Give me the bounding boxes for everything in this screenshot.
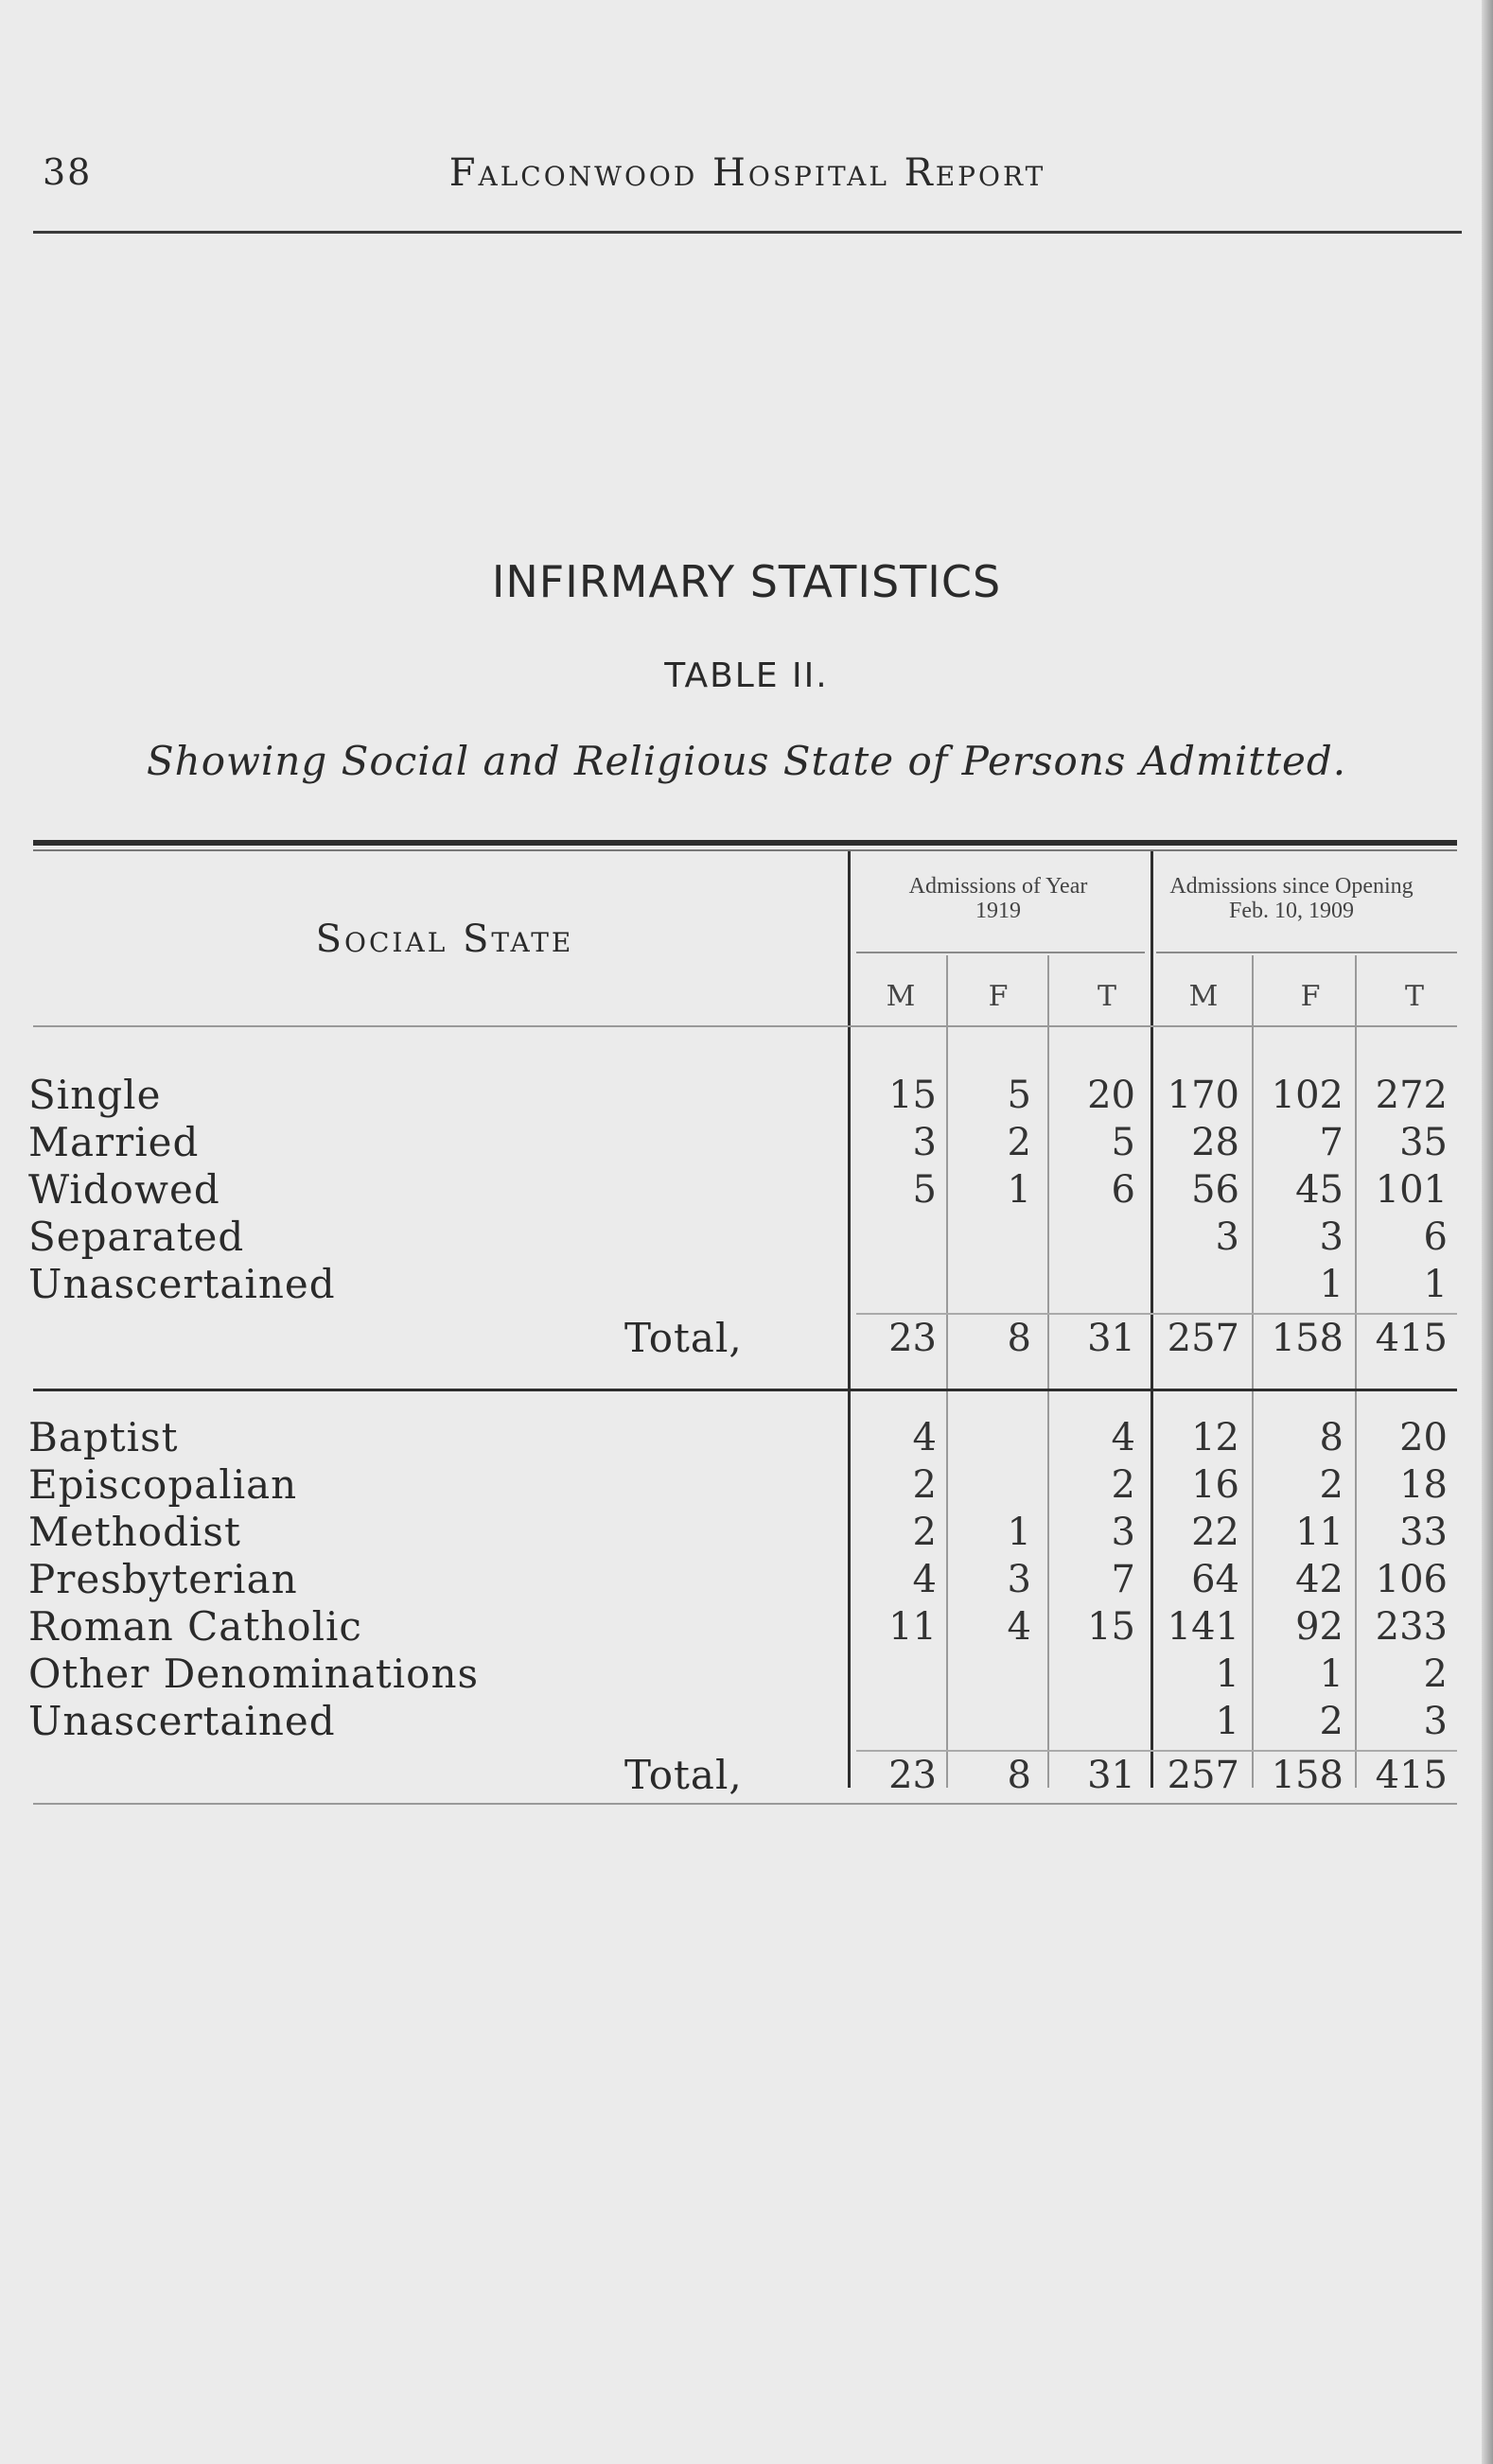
cell: 7 (1319, 1121, 1344, 1164)
cell: 11 (1295, 1511, 1344, 1554)
cell: 4 (912, 1558, 937, 1601)
total-label: Total, (624, 1752, 743, 1798)
table-row (28, 1603, 1457, 1651)
table-row (28, 1509, 1457, 1556)
page-number: 38 (43, 151, 93, 193)
row-label: Unascertained (28, 1261, 336, 1307)
table-top-rule (33, 840, 1457, 846)
cell: 2 (1007, 1121, 1031, 1164)
group1-header: Admissions of Year 1919 (908, 874, 1088, 923)
table-row (28, 1698, 1457, 1745)
cell: 2 (1111, 1463, 1135, 1507)
group-header-rule (856, 952, 1145, 953)
table-row (28, 1166, 1457, 1214)
cell: 1 (1319, 1652, 1344, 1696)
cell: 170 (1167, 1074, 1239, 1117)
cell: 2 (1423, 1652, 1448, 1696)
cell: 11 (888, 1605, 937, 1649)
cell: 31 (1087, 1317, 1135, 1360)
cell: 1 (1215, 1652, 1239, 1696)
subcol-t-since: T (1404, 980, 1424, 1013)
cell: 12 (1191, 1416, 1239, 1459)
cell: 6 (1111, 1168, 1135, 1212)
cell: 1 (1319, 1263, 1344, 1306)
table-number: TABLE II. (664, 656, 829, 695)
cell: 31 (1087, 1754, 1135, 1797)
cell: 15 (888, 1074, 937, 1117)
row-label: Presbyterian (28, 1556, 298, 1602)
cell: 64 (1191, 1558, 1239, 1601)
cell: 3 (912, 1121, 937, 1164)
row-label: Married (28, 1119, 200, 1165)
table-row (28, 1651, 1457, 1698)
table-row (28, 1414, 1457, 1461)
table-row (28, 1461, 1457, 1509)
header-rule (33, 231, 1462, 234)
table-row (28, 1214, 1457, 1261)
cell: 1 (1215, 1700, 1239, 1743)
subcol-m-1919: M (886, 980, 916, 1013)
cell: 22 (1191, 1511, 1239, 1554)
group-header-rule-2 (1156, 952, 1457, 953)
social-state-header: Social State (315, 917, 574, 961)
cell: 1 (1423, 1263, 1448, 1306)
table-row (28, 1119, 1457, 1166)
subcol-m-since: M (1188, 980, 1219, 1013)
cell: 1 (1007, 1168, 1031, 1212)
cell: 45 (1295, 1168, 1344, 1212)
table-row (28, 1072, 1457, 1119)
cell: 8 (1007, 1754, 1031, 1797)
cell: 3 (1319, 1215, 1344, 1259)
row-label: Roman Catholic (28, 1603, 362, 1650)
cell: 15 (1087, 1605, 1135, 1649)
row-label: Unascertained (28, 1698, 336, 1744)
table-top-rule-thin (33, 849, 1457, 851)
cell: 3 (1423, 1700, 1448, 1743)
cell: 4 (1007, 1605, 1031, 1649)
header-bottom-rule (33, 1025, 1457, 1027)
cell: 2 (1319, 1700, 1344, 1743)
table-row (28, 1261, 1457, 1308)
total-label: Total, (624, 1315, 743, 1361)
cell: 415 (1375, 1317, 1448, 1360)
row-label: Episcopalian (28, 1461, 298, 1508)
report-title: Falconwood Hospital Report (448, 151, 1046, 195)
subcol-f-1919: F (988, 980, 1009, 1013)
cell: 8 (1319, 1416, 1344, 1459)
cell: 3 (1215, 1215, 1239, 1259)
cell: 141 (1167, 1605, 1239, 1649)
cell: 28 (1191, 1121, 1239, 1164)
cell: 102 (1271, 1074, 1344, 1117)
group2-header: Admissions since Opening Feb. 10, 1909 (1169, 874, 1414, 923)
section-divider (33, 1389, 1457, 1391)
cell: 56 (1191, 1168, 1239, 1212)
cell: 158 (1271, 1317, 1344, 1360)
cell: 42 (1295, 1558, 1344, 1601)
cell: 8 (1007, 1317, 1031, 1360)
row-label: Baptist (28, 1414, 179, 1460)
row-label: Single (28, 1072, 162, 1118)
cell: 33 (1399, 1511, 1448, 1554)
cell: 1 (1007, 1511, 1031, 1554)
cell: 158 (1271, 1754, 1344, 1797)
cell: 4 (912, 1416, 937, 1459)
cell: 6 (1423, 1215, 1448, 1259)
row-label: Separated (28, 1214, 245, 1260)
row-label: Methodist (28, 1509, 241, 1555)
cell: 16 (1191, 1463, 1239, 1507)
cell: 106 (1375, 1558, 1448, 1601)
cell: 20 (1087, 1074, 1135, 1117)
subcol-f-since: F (1300, 980, 1321, 1013)
table-row (28, 1556, 1457, 1603)
cell: 3 (1111, 1511, 1135, 1554)
cell: 20 (1399, 1416, 1448, 1459)
cell: 415 (1375, 1754, 1448, 1797)
table-bottom-rule (33, 1803, 1457, 1805)
cell: 23 (888, 1317, 937, 1360)
cell: 233 (1375, 1605, 1448, 1649)
cell: 5 (912, 1168, 937, 1212)
cell: 2 (912, 1511, 937, 1554)
cell: 4 (1111, 1416, 1135, 1459)
cell: 257 (1167, 1754, 1239, 1797)
cell: 5 (1111, 1121, 1135, 1164)
page-edge (1482, 0, 1493, 2464)
running-head (33, 151, 1462, 208)
cell: 272 (1375, 1074, 1448, 1117)
subcol-t-1919: T (1097, 980, 1116, 1013)
cell: 3 (1007, 1558, 1031, 1601)
cell: 18 (1399, 1463, 1448, 1507)
cell: 101 (1375, 1168, 1448, 1212)
cell: 35 (1399, 1121, 1448, 1164)
total-row (28, 1315, 1457, 1362)
table-caption: Showing Social and Religious State of Persons Admitted. (146, 738, 1347, 784)
cell: 7 (1111, 1558, 1135, 1601)
cell: 5 (1007, 1074, 1031, 1117)
row-label: Widowed (28, 1166, 220, 1213)
cell: 2 (912, 1463, 937, 1507)
cell: 23 (888, 1754, 937, 1797)
total-row (28, 1752, 1457, 1799)
cell: 257 (1167, 1317, 1239, 1360)
row-label: Other Denominations (28, 1651, 480, 1697)
page-title: INFIRMARY STATISTICS (491, 556, 1002, 607)
cell: 2 (1319, 1463, 1344, 1507)
cell: 92 (1295, 1605, 1344, 1649)
